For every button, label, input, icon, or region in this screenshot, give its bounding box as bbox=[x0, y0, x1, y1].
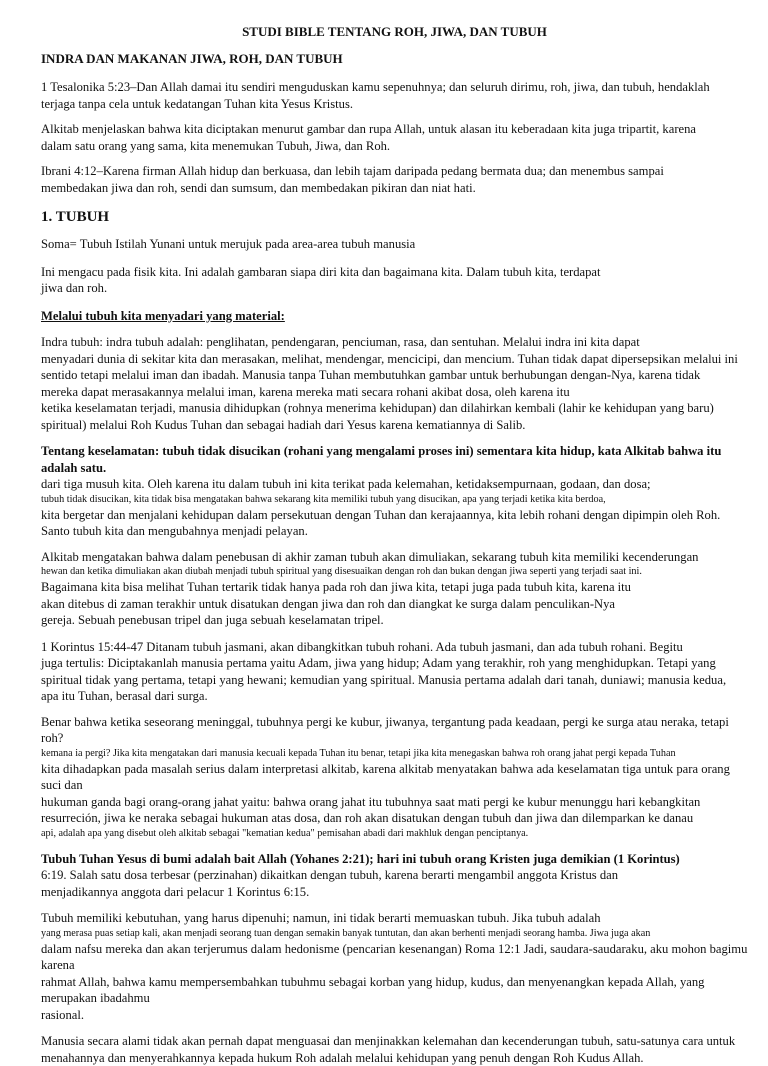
text-line: kita dihadapkan pada masalah serius dalam interpretasi alkitab, karena alkitab menyatakan bahwa ada keselamatan tiga untuk para orang suci dan bbox=[41, 761, 748, 794]
text-line: rasional. bbox=[41, 1007, 748, 1024]
text-line-small: kemana ia pergi? Jika kita mengatakan dari manusia kecuali kepada Tuhan itu benar, tetapi jika kita menegaskan bahwa roh orang jahat pergi kepada Tuhan bbox=[41, 747, 748, 761]
paragraph-bait-allah bbox=[41, 851, 748, 901]
text-line: menahannya dan menyerahkannya kepada hukum Roh adalah melalui kehidupan yang penuh dengan Roh Kudus Allah. bbox=[41, 1050, 748, 1066]
text-line: Alkitab menjelaskan bahwa kita diciptakan menurut gambar dan rupa Allah, untuk alasan itu keberadaan kita juga tripartit, karena bbox=[41, 121, 748, 138]
paragraph-kebutuhan bbox=[41, 910, 748, 1023]
paragraph-fisik bbox=[41, 264, 748, 297]
text-line: menjadikannya anggota dari pelacur 1 Korintus 6:15. bbox=[41, 884, 748, 901]
text-line-small: yang merasa puas setiap kali, akan menjadi seorang tuan dengan semakin banyak tuntutan, dan akan berhenti menjadi seorang hamba. Jiwa juga akan bbox=[41, 927, 748, 941]
text-line: ketika keselamatan terjadi, manusia dihidupkan (rohnya menerima kehidupan) dan dilahirkan kembali (lahir ke kehidupan yang baru) bbox=[41, 400, 748, 417]
text-line: resurreción, jiwa ke neraka sebagai hukuman atas dosa, dan roh akan disatukan dengan tubuh dan jiwa dan dilemparkan ke danau bbox=[41, 810, 748, 827]
text-line: sentido tetapi melalui iman dan ibadah. Manusia tanpa Tuhan membutuhkan gambar untuk berhubungan dengan-Nya, karena tidak bbox=[41, 367, 748, 384]
text-line: akan ditebus di zaman terakhir untuk disatukan dengan jiwa dan roh dan diangkat ke surga dalam penculikan-Nya bbox=[41, 596, 748, 613]
text-line: rahmat Allah, bahwa kamu mempersembahkan tubuhmu sebagai korban yang hidup, kudus, dan menyenangkan kepada Allah, yang merupakan ibadahmu bbox=[41, 974, 748, 1007]
text-line: terjaga tanpa cela untuk kedatangan Tuhan kita Yesus Kristus. bbox=[41, 96, 748, 113]
text-line: Santo tubuh kita dan mengubahnya menjadi pelayan. bbox=[41, 523, 748, 540]
document-title: STUDI BIBLE TENTANG ROH, JIWA, DAN TUBUH bbox=[41, 24, 748, 41]
text-line: menyadari dunia di sekitar kita dan merasakan, melihat, mendengar, mencicipi, dan mencium. Tuhan tidak dapat dipersepsikan melalui ini bbox=[41, 351, 748, 368]
text-line-small: tubuh tidak disucikan, kita tidak bisa mengatakan bahwa sekarang kita memiliki tubuh yang disucikan, apa yang terjadi ketika kita berdoa, bbox=[41, 493, 748, 507]
text-line: juga tertulis: Diciptakanlah manusia pertama yaitu Adam, jiwa yang hidup; Adam yang terakhir, roh yang menghidupkan. Tetapi yang bbox=[41, 655, 748, 672]
text-line-bold: Tubuh Tuhan Yesus di bumi adalah bait Allah (Yohanes 2:21); hari ini tubuh orang Kristen juga demikian (1 Korintus) bbox=[41, 851, 748, 868]
text-line: mereka dapat merasakannya melalui iman, karena mereka mati secara rohani akibat dosa, oleh karena itu bbox=[41, 384, 748, 401]
text-line: 1 Korintus 15:44-47 Ditanam tubuh jasmani, akan dibangkitkan tubuh rohani. Ada tubuh jasmani, dan ada tubuh rohani. Begitu bbox=[41, 639, 748, 656]
text-line: Alkitab mengatakan bahwa dalam penebusan di akhir zaman tubuh akan dimuliakan, sekarang tubuh kita memiliki kecenderungan bbox=[41, 549, 748, 566]
text-line: membedakan jiwa dan roh, sendi dan sumsum, dan membedakan pikiran dan niat hati. bbox=[41, 180, 748, 197]
material-heading: Melalui tubuh kita menyadari yang material: bbox=[41, 308, 748, 325]
paragraph-penebusan bbox=[41, 549, 748, 629]
paragraph-indra bbox=[41, 334, 748, 433]
text-line: apa itu Tuhan, berasal dari surga. bbox=[41, 688, 748, 705]
document-subtitle: INDRA DAN MAKANAN JIWA, ROH, DAN TUBUH bbox=[41, 51, 748, 68]
paragraph-ibrani bbox=[41, 163, 748, 196]
text-line: spiritual tidak yang pertama, tetapi yang hewani; kemudian yang spiritual. Manusia pertama adalah dari tanah, duniawi; manusia kedua, bbox=[41, 672, 748, 689]
text-line: Ini mengacu pada fisik kita. Ini adalah gambaran siapa diri kita dan bagaimana kita. Dalam tubuh kita, terdapat bbox=[41, 264, 748, 281]
text-line: Soma= Tubuh Istilah Yunani untuk merujuk pada area-area tubuh manusia bbox=[41, 236, 748, 253]
text-line: Bagaimana kita bisa melihat Tuhan tertarik tidak hanya pada roh dan jiwa kita, tetapi juga pada tubuh kita, karena itu bbox=[41, 579, 748, 596]
text-line: Indra tubuh: indra tubuh adalah: penglihatan, pendengaran, penciuman, rasa, dan sentuhan. Melalui indra ini kita dapat bbox=[41, 334, 748, 351]
text-line: 6:19. Salah satu dosa terbesar (perzinahan) dikaitkan dengan tubuh, karena berarti mengambil anggota Kristus dan bbox=[41, 867, 748, 884]
text-line-bold: Tentang keselamatan: tubuh tidak disucikan (rohani yang mengalami proses ini) sementara kita hidup, kata Alkitab bahwa itu adalah satu. bbox=[41, 443, 748, 476]
paragraph-korintus bbox=[41, 639, 748, 705]
paragraph-penutup bbox=[41, 1033, 748, 1066]
text-line: kita bergetar dan menjalani kehidupan dalam persekutuan dengan Tuhan dan kerajaannya, kita lebih rohani dengan dipimpin oleh Roh. bbox=[41, 507, 748, 524]
paragraph-tesalonika bbox=[41, 79, 748, 112]
text-line: Benar bahwa ketika seseorang meninggal, tubuhnya pergi ke kubur, jiwanya, tergantung pada keadaan, pergi ke surga atau neraka, tetapi roh? bbox=[41, 714, 748, 747]
text-line: Manusia secara alami tidak akan pernah dapat menguasai dan menjinakkan kelemahan dan kecenderungan tubuh, satu-satunya cara untuk bbox=[41, 1033, 748, 1050]
text-line: dalam satu orang yang sama, kita menemukan Tubuh, Jiwa, dan Roh. bbox=[41, 138, 748, 155]
text-line: gereja. Sebuah penebusan tripel dan juga sebuah keselamatan tripel. bbox=[41, 612, 748, 629]
text-line-small: hewan dan ketika dimuliakan akan diubah menjadi tubuh spiritual yang disesuaikan dengan roh dan bukan dengan jiwa seperti yang terjadi saat ini. bbox=[41, 565, 748, 579]
paragraph-keselamatan bbox=[41, 443, 748, 540]
text-line: dalam nafsu mereka dan akan terjerumus dalam hedonisme (pencarian kesenangan) Roma 12:1 Jadi, saudara-saudaraku, aku mohon bagimu karena bbox=[41, 941, 748, 974]
text-line: jiwa dan roh. bbox=[41, 280, 748, 297]
text-line-small: api, adalah apa yang disebut oleh alkitab sebagai "kematian kedua" pemisahan abadi dari makhluk dengan penciptanya. bbox=[41, 827, 748, 841]
text-line: 1 Tesalonika 5:23–Dan Allah damai itu sendiri menguduskan kamu sepenuhnya; dan seluruh dirimu, roh, jiwa, dan tubuh, hendaklah bbox=[41, 79, 748, 96]
paragraph-tripartit bbox=[41, 121, 748, 154]
paragraph-meninggal bbox=[41, 714, 748, 841]
section-heading-tubuh: 1. TUBUH bbox=[41, 208, 748, 226]
text-line: Ibrani 4:12–Karena firman Allah hidup dan berkuasa, dan lebih tajam daripada pedang bermata dua; dan menembus sampai bbox=[41, 163, 748, 180]
text-line: spiritual) melalui Roh Kudus Tuhan dan sebagai hadiah dari Yesus karena kematiannya di Salib. bbox=[41, 417, 748, 434]
text-line: hukuman ganda bagi orang-orang jahat yaitu: bahwa orang jahat itu tubuhnya saat mati pergi ke kubur menunggu hari kebangkitan bbox=[41, 794, 748, 811]
paragraph-soma bbox=[41, 236, 748, 253]
text-line: dari tiga musuh kita. Oleh karena itu dalam tubuh ini kita terikat pada kelemahan, ketidaksempurnaan, godaan, dan dosa; bbox=[41, 476, 748, 493]
text-line: Tubuh memiliki kebutuhan, yang harus dipenuhi; namun, ini tidak berarti memuaskan tubuh. Jika tubuh adalah bbox=[41, 910, 748, 927]
